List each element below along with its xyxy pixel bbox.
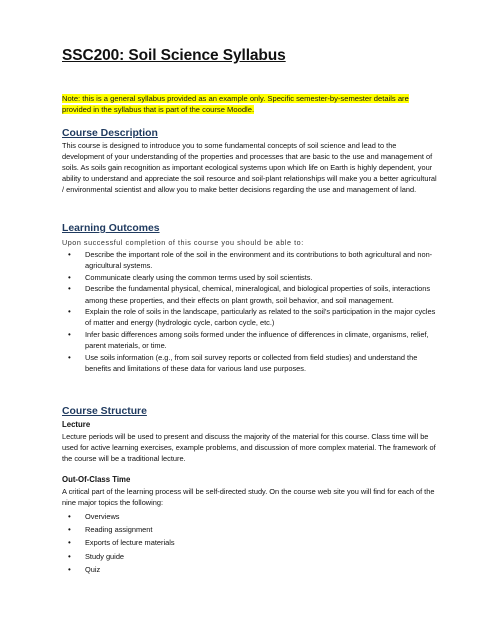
bullet-icon: • <box>68 551 71 561</box>
lecture-heading: Lecture <box>62 420 91 429</box>
list-item: • Describe the important role of the soil in the environment and its contributions to both agricultural and non-agricultural systems. <box>68 250 433 271</box>
list-item: • Communicate clearly using the common terms used by soil scientists. <box>68 272 313 282</box>
course-description-text: This course is designed to introduce you to some fundamental concepts of soil science and lead to the development of your understanding of the properties and processes that are basic to the use and management of soils. As soils gain recognition as important ecological systems upon which life on Earth is highly dependent, your ability to understand and appreciate the soil resource and soil-plant relationships will make you a better agricultural / environmental scientist and allow you to make better decisions regarding the use and management of land. <box>62 141 437 195</box>
page-title: SSC200: Soil Science Syllabus <box>62 47 286 64</box>
list-item: • Reading assignment <box>62 523 442 536</box>
list-item: • Explain the role of soils in the landscape, particularly as related to the soil’s participation in the major cycles of matter and energy (hydrologic cycle, carbon cycle, etc.) <box>68 307 436 328</box>
bullet-icon: • <box>68 284 71 294</box>
bullet-icon: • <box>68 352 71 362</box>
list-item: • Describe the fundamental physical, chemical, mineralogical, and biological properties of soils, interactions among these properties, and their effects on plant growth, soil behavior, and soil management. <box>68 284 431 305</box>
note-text: Note: this is a general syllabus provided as an example only. Specific semester-by-semester details are provided in the syllabus that is part of the course Moodle. <box>62 94 409 114</box>
list-item: • Infer basic differences among soils formed under the influence of differences in climate, organisms, relief, parent materials, or time. <box>68 329 429 351</box>
list-item: • Overviews <box>62 510 442 523</box>
list-item: • Quiz <box>62 563 442 576</box>
bullet-icon: • <box>68 512 71 521</box>
bullet-icon: • <box>68 564 71 574</box>
lecture-text: Lecture periods will be used to present and discuss the majority of the material for this course. Class time will be used for active learning exercises, example problems, and discussion of more complex material. The framework of the course will be a traditional lecture. <box>62 432 436 464</box>
course-description-heading: Course Description <box>62 128 158 139</box>
bullet-icon: • <box>68 272 71 282</box>
bullet-icon: • <box>68 525 71 535</box>
bullet-icon: • <box>68 250 71 259</box>
out-of-class-text: A critical part of the learning process will be self-directed study. On the course web site you will find for each of the nine major topics the following: <box>62 487 435 508</box>
learning-outcomes-heading: Learning Outcomes <box>62 223 160 234</box>
learning-outcomes-intro: Upon successful completion of this course you should be able to: <box>62 238 304 247</box>
list-item: • Exports of lecture materials <box>62 536 442 549</box>
note-highlight <box>62 93 440 115</box>
out-of-class-heading: Out-Of-Class Time <box>62 475 131 484</box>
list-item: • Use soils information (e.g., from soil survey reports or collected from field studies) and understand the benefits and limitations of these data for various land use purposes. <box>68 352 418 374</box>
learning-outcomes-list <box>62 249 442 374</box>
bullet-icon: • <box>68 329 71 339</box>
out-of-class-list <box>62 510 442 576</box>
list-item: • Study guide <box>62 550 442 563</box>
bullet-icon: • <box>68 307 71 317</box>
bullet-icon: • <box>68 538 71 548</box>
course-structure-heading: Course Structure <box>62 406 147 417</box>
